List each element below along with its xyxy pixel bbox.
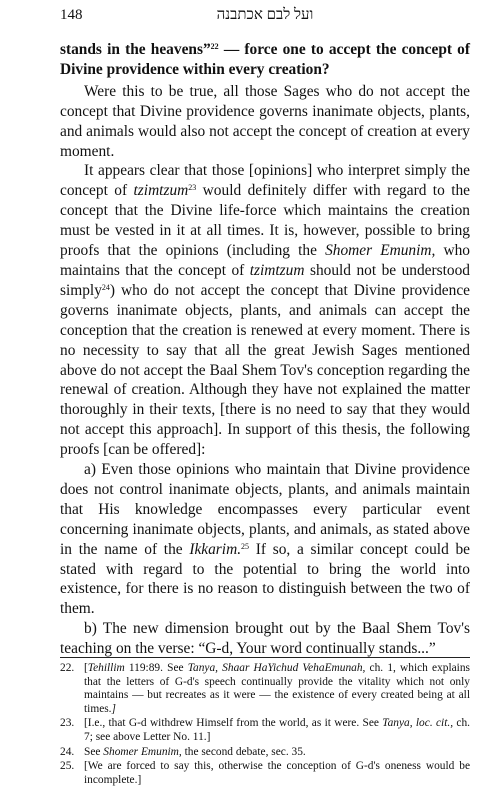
paragraph-2: It appears clear that those [opinions] who interpret simply the concept of tzimtzum$^{23}$ would definitely differ with regard to the concept that the Divine life-force which maintains the creation must be vested in it at all times. It is, however, possible to bring proofs that the opinions (including the Shomer Emunim, who maintains that the concept of tzimtzum should not be understood simply$^{24}$) who do not accept the concept that Divine providence governs inanimate objects, plants, and animals can accept the conception that the creation is renewed at every moment. There is no necessity to say that all the great Jewish Sages mentioned above do not accept the Baal Shem Tov's conception regarding the renewal of creation. Although they have not explained the matter thoroughly in their texts, [there is no need to say that they would not accept this approach]. In support of this thesis, the following proofs [can be offered]: bbox=[60, 162, 471, 459]
page-number: 148 bbox=[60, 7, 83, 23]
paragraph-1: Were this to be true, all those Sages who do not accept the concept that Divine providence governs inanimate objects, plants, and animals would also not accept the concept of creation at every moment. bbox=[60, 82, 470, 160]
body-text bbox=[60, 40, 470, 659]
footnote-23: 23. [I.e., that G-d withdrew Himself from the world, as it were. See Tanya, loc. cit., ch. 7; see above Letter No. 11.] bbox=[60, 717, 470, 743]
footnote-number: 24. bbox=[60, 745, 75, 758]
paragraph-3: a) Even those opinions who maintain that Divine providence does not control inanimate objects, plants, and animals maintain that His knowledge encompasses every particular event concerning inanimate objects, plants, and animals, as stated above in the name of the Ikkarim.$^{25}$ If so, a similar concept could be stated with regard to the potential to bring the world into existence, for there is no reason to distinguish between the two of them. bbox=[60, 461, 471, 618]
running-head: ועל לבם אכתבנה bbox=[216, 7, 314, 23]
document-page bbox=[0, 4, 500, 786]
paragraph-4: b) The new dimension brought out by the Baal Shem Tov's teaching on the verse: “G-d, Your word continually stands...” bbox=[60, 620, 470, 658]
footnote-ref-22: 22 bbox=[210, 42, 219, 51]
section-heading: stands in the heavens”$^{22}$ — force one to accept the concept of Divine providence within every creation? bbox=[60, 41, 471, 78]
footnote-25: 25. [We are forced to say this, otherwise the conception of G-d's oneness would be incomplete.] bbox=[60, 760, 470, 786]
footnote-24: 24. See Shomer Emunim, the second debate, sec. 35. bbox=[60, 745, 306, 758]
footnote-ref-25: 25 bbox=[241, 541, 250, 551]
page-header bbox=[60, 4, 470, 30]
footnotes bbox=[60, 657, 470, 788]
footnote-ref-24: 24 bbox=[101, 282, 110, 292]
footnote-number: 23. bbox=[60, 717, 75, 730]
footnote-22: 22. [Tehillim 119:89. See Tanya, Shaar HaYichud VehaEmunah, ch. 1, which explains that the letters of G-d's speech continually provide the vitality which not only maintains — but recreates as it were — the existence of every created being at all times.] bbox=[60, 662, 470, 715]
footnote-ref-23: 23 bbox=[188, 183, 197, 193]
footnote-number: 25. bbox=[60, 760, 75, 773]
footnote-number: 22. bbox=[60, 662, 75, 674]
